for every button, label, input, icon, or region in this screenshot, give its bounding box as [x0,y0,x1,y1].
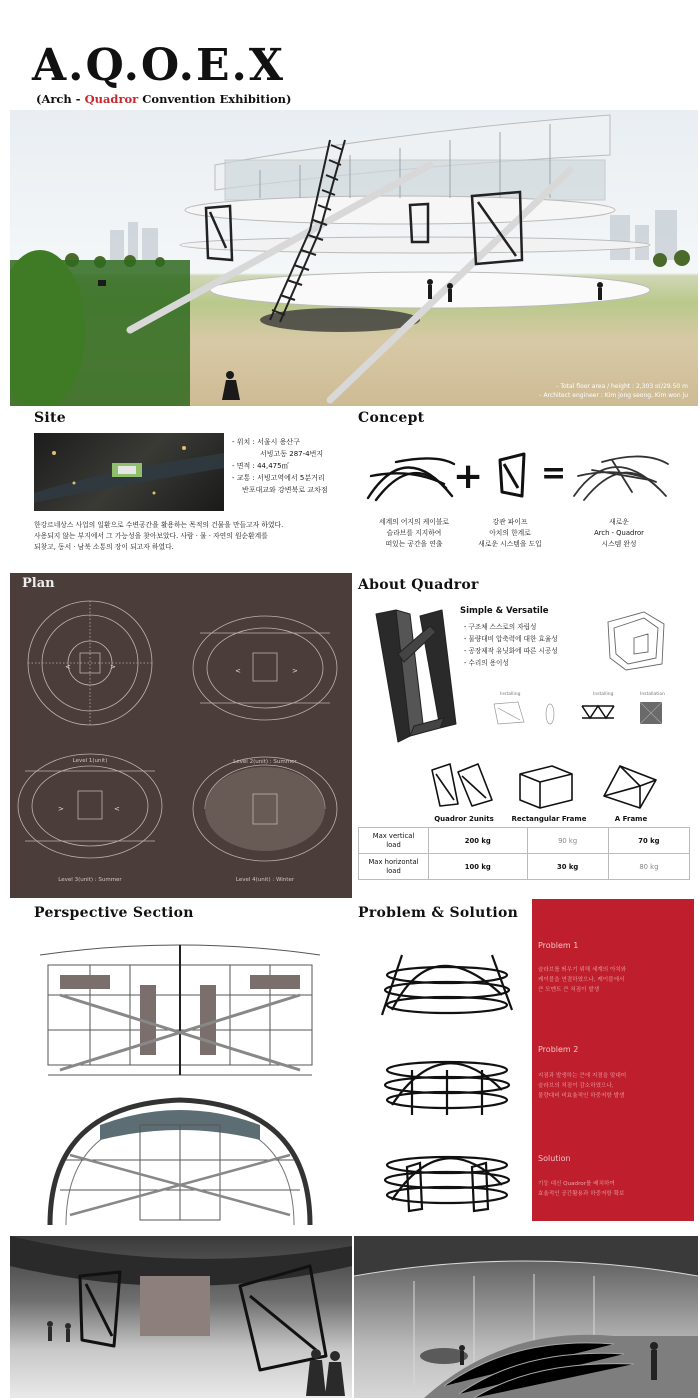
perspective-section-heading: Perspective Section [34,905,194,921]
concept-caption-line: 떠있는 공간을 연출 [385,540,443,548]
subtitle-accent: Quadror [84,92,139,106]
simple-versatile-list [464,621,558,669]
plan-label-level2: Level 2(unit) : Summer [233,759,297,765]
plan-panel [10,573,352,898]
quadror-2units-drawing [428,760,498,810]
problem2-text-line: 슬라브의 처짐이 감소하였으나, [538,1083,614,1089]
table-cell: 80 kg [608,854,689,880]
interior-render-right [354,1236,698,1398]
concept-caption-line: 세계의 어지의 케이블로 [379,518,449,526]
problem2-text [538,1071,672,1101]
svg-text:<: < [65,663,71,671]
interior-render-left [10,1236,352,1398]
subtitle-close: Convention Exhibition) [138,92,292,106]
small-label-2: Installing [593,692,614,697]
concept-caption-3 [564,517,674,550]
interior-left-illustration [10,1236,352,1398]
site-info-line: 서빙고동 287-4번지 [260,450,324,458]
svg-text:<: < [235,667,241,675]
subtitle-open: (Arch - [36,92,85,106]
list-item: - 수리의 용이성 [464,659,509,667]
list-item: - 물량대비 압축력에 대한 효율성 [464,635,558,643]
solution-heading: Solution [538,1154,571,1163]
perspective-section-drawings [30,935,330,1225]
concept-caption-1 [359,517,469,550]
a-frame-drawing [600,760,660,810]
table-cell: 70 kg [608,828,689,854]
problem2-text-line: 물량대비 비효율적인 하중저항 발생 [538,1093,625,1099]
hero-caption [539,382,688,400]
site-info-line: - 면적 : 44,475㎡ [232,462,289,470]
row-header-line: Max horizontal [368,857,419,866]
site-description [34,520,354,553]
table-cell: 200 kg [429,828,528,854]
site-info-line: - 교통 : 서빙고역에서 5분거리 [232,474,325,482]
problem2-text-line: 지점과 발생하는 큰에 지점을 맞대어 [538,1073,627,1079]
poster-subtitle [36,92,291,106]
hero-caption-line1: - Total floor area / height : 2,303 ㎡/29.50 m [556,383,688,390]
table-cell: 30 kg [527,854,608,880]
concept-caption-2 [455,517,565,550]
small-label-3: Installation [640,692,665,697]
row-header-line: load [386,840,401,849]
problem-solution-diagrams [372,935,522,1225]
svg-text:>: > [292,667,298,675]
problem-solution-panel [532,899,694,1221]
concept-caption-line: 새로운 시스템을 도입 [478,540,542,548]
plan-label-level4: Level 4(unit) : Winter [235,877,295,883]
site-info [232,436,328,496]
concept-caption-line: 시스템 완성 [601,540,637,548]
interior-right-illustration [354,1236,698,1398]
hero-illustration [10,110,698,406]
site-info-line: 반포대교와 강변북로 교차점 [242,486,328,494]
table-row [359,854,690,880]
problem-solution-heading: Problem & Solution [358,905,519,921]
concept-arch-sketch [366,448,456,504]
problem2-heading: Problem 2 [538,1045,579,1054]
concept-equals: = [541,456,567,491]
concept-caption-line: Arch - Quadror [594,529,644,537]
solution-text-line: 기둥 대신 Quadror를 배치하여 [538,1181,615,1187]
concept-plus: + [453,456,484,497]
problem1-text [538,965,672,995]
concept-caption-line: 슬라브를 지지하여 [386,529,442,537]
row-header [359,854,429,880]
plan-drawings [10,573,352,898]
solution-text [538,1179,672,1199]
plan-heading: Plan [22,576,55,591]
problem1-text-line: 케이블을 연결하였으나, 케이블에서 [538,977,625,983]
list-item: - 구조체 스스로의 자립성 [464,623,537,631]
row-header-line: load [386,866,401,875]
row-header [359,828,429,854]
row-header-line: Max vertical [372,831,415,840]
concept-quadror-sketch [496,452,530,500]
site-desc-line: 되찾고, 동서 · 남북 소통의 장이 되고자 하였다. [34,543,174,551]
table-row [359,828,690,854]
problem1-heading: Problem 1 [538,941,579,950]
site-desc-line: 한강르네상스 사업의 일환으로 수변공간을 활용하는 목적의 건물을 만들고자 하였다. [34,521,284,529]
site-info-line: - 위치 : 서울시 용산구 [232,438,300,446]
list-item: - 공장제작 유닛화에 따른 시공성 [464,647,558,655]
hero-caption-line2: - Architect engineer : Kim jong seong, Kim won ju [539,392,688,399]
simple-versatile-title: Simple & Versatile [460,606,549,616]
quadror-3d-icon [370,606,460,746]
rectangular-frame-drawing [516,760,576,810]
site-heading: Site [34,410,67,426]
problem1-text-line: 큰 모멘트 큰 처짐이 발생 [538,987,600,993]
concept-heading: Concept [358,410,425,426]
concept-caption-line: 새로운 [609,518,629,526]
frame-label-quadror: Quadror 2units [434,815,494,823]
quadror-box-sketch [604,608,668,672]
small-label-1: Installing [500,692,521,697]
installation-sequence [490,698,680,728]
plan-label-level3: Level 3(unit) : Summer [58,877,122,883]
concept-caption-line: 강관 파이프 [492,518,528,526]
poster-title: A.Q.O.E.X [32,40,285,91]
svg-text:>: > [58,805,64,813]
concept-caption-line: 아치의 한계로 [489,529,531,537]
solution-text-line: 효율적인 공간활용과 하중저항 확보 [538,1191,625,1197]
concept-result-sketch [572,446,670,504]
svg-text:>: > [110,663,116,671]
site-aerial-illustration [34,433,224,511]
table-cell: 90 kg [527,828,608,854]
site-aerial-photo [34,433,224,511]
svg-text:<: < [114,805,120,813]
load-comparison-table [358,827,690,880]
site-desc-line: 사용되지 않는 부지에서 그 가능성을 찾아보았다. 사람 · 물 · 자연의 원순환계를 [34,532,268,540]
frame-label-rectangular: Rectangular Frame [511,815,587,823]
plan-label-level1: Level 1(unit) [72,758,108,764]
table-cell: 100 kg [429,854,528,880]
hero-render [10,110,698,406]
frame-label-a-frame: A Frame [614,815,648,823]
problem1-text-line: 슬라브를 띄우기 위해 세계의 아치와 [538,967,627,973]
about-quadror-heading: About Quadror [358,577,479,593]
